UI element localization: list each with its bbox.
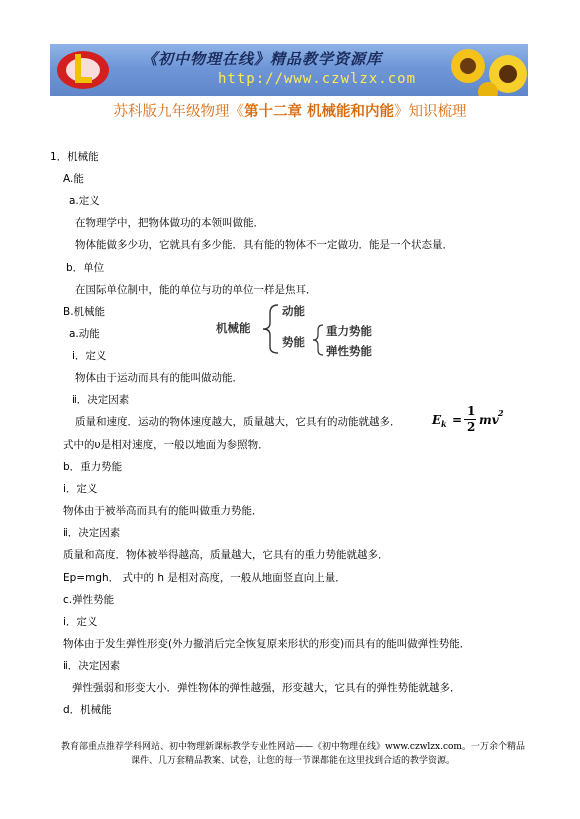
banner-url[interactable]: http://www.czwlzx.com (218, 71, 417, 87)
brace-icon (258, 303, 284, 355)
paragraph: 质量和速度．运动的物体速度越大，质量越大，它具有的动能就越多． (75, 416, 401, 428)
subsection-heading: B.机械能 (63, 306, 106, 318)
title-suffix: 》知识梳理 (394, 104, 467, 120)
formula-equals: = (452, 413, 463, 427)
formula-denominator: 2 (467, 420, 476, 434)
sunflower-icon (438, 44, 528, 96)
paragraph: 质量和高度．物体被举得越高，质量越大，它具有的重力势能就越多． (63, 549, 389, 561)
paragraph: 物体能做多少功，它就具有多少能．具有能的物体不一定做功．能是一个状态量． (75, 239, 453, 251)
paragraph: 物体由于被举高而具有的能叫做重力势能． (63, 505, 263, 517)
formula-superscript: 2 (498, 408, 504, 418)
subsection-heading: c.弹性势能 (63, 594, 115, 606)
diagram-kinetic: 动能 (282, 304, 305, 318)
item-heading: b．单位 (66, 262, 105, 274)
sub-item-heading: ⅱ．决定因素 (63, 660, 121, 672)
footer-line-2: 课件、几万套精品教案、试卷，让您的每一节课都能在这里找到合适的教学资源。 (130, 756, 455, 766)
diagram-elastic: 弹性势能 (326, 344, 372, 358)
paragraph: Ep=mgh． 式中的 h 是相对高度，一般从地面竖直向上量． (63, 572, 346, 584)
formula-rhs: mv (479, 413, 499, 427)
formula-lhs: E (432, 413, 442, 427)
title-prefix: 苏科版九年级物理《 (113, 104, 244, 120)
mechanical-energy-diagram (214, 301, 372, 359)
sub-item-heading: ⅱ．决定因素 (63, 527, 121, 539)
sub-item-heading: ⅰ．定义 (63, 616, 98, 628)
title-bold: 第十二章 机械能和内能 (243, 104, 395, 120)
paragraph: 在物理学中，把物体做功的本领叫做能． (75, 217, 264, 229)
paragraph: 弹性强弱和形变大小．弹性物体的弹性越强，形变越大，它具有的弹性势能就越多． (72, 682, 461, 694)
paragraph: 在国际单位制中，能的单位与功的单位一样是焦耳． (75, 284, 317, 296)
paragraph: 物体由于发生弹性形变(外力撤消后完全恢复原来形状的形变)而具有的能叫做弹性势能． (63, 638, 471, 650)
paragraph: 物体由于运动而具有的能叫做动能． (75, 372, 243, 384)
item-heading: a.动能 (69, 328, 100, 340)
brace-icon (310, 323, 326, 357)
sub-item-heading: ⅰ．定义 (63, 483, 98, 495)
header-banner (50, 44, 528, 96)
diagram-gravity: 重力势能 (326, 324, 372, 338)
banner-slogan: 《初中物理在线》精品教学资源库 (142, 50, 383, 68)
paragraph: 式中的υ是相对速度，一般以地面为参照物． (63, 439, 269, 451)
formula-subscript: k (441, 419, 447, 429)
sub-item-heading: ⅱ．决定因素 (72, 394, 130, 406)
formula-numerator: 1 (467, 404, 476, 418)
footer-line-1: 教育部重点推荐学科网站、初中物理新课标教学专业性网站——《初中物理在线》www.czwlzx.com。一万余个精品 (61, 742, 525, 752)
page-title (0, 100, 580, 121)
subsection-heading: A.能 (63, 173, 84, 185)
subsection-heading: d．机械能 (63, 704, 112, 716)
section-heading: 1．机械能 (50, 151, 99, 163)
sub-item-heading: ⅰ．定义 (72, 350, 107, 362)
site-logo-icon (54, 46, 112, 94)
subsection-heading: b．重力势能 (63, 461, 123, 473)
page-footer (28, 740, 558, 768)
diagram-potential: 势能 (282, 335, 305, 349)
kinetic-energy-formula (432, 405, 512, 435)
diagram-root: 机械能 (216, 321, 251, 335)
item-heading: a.定义 (69, 195, 100, 207)
